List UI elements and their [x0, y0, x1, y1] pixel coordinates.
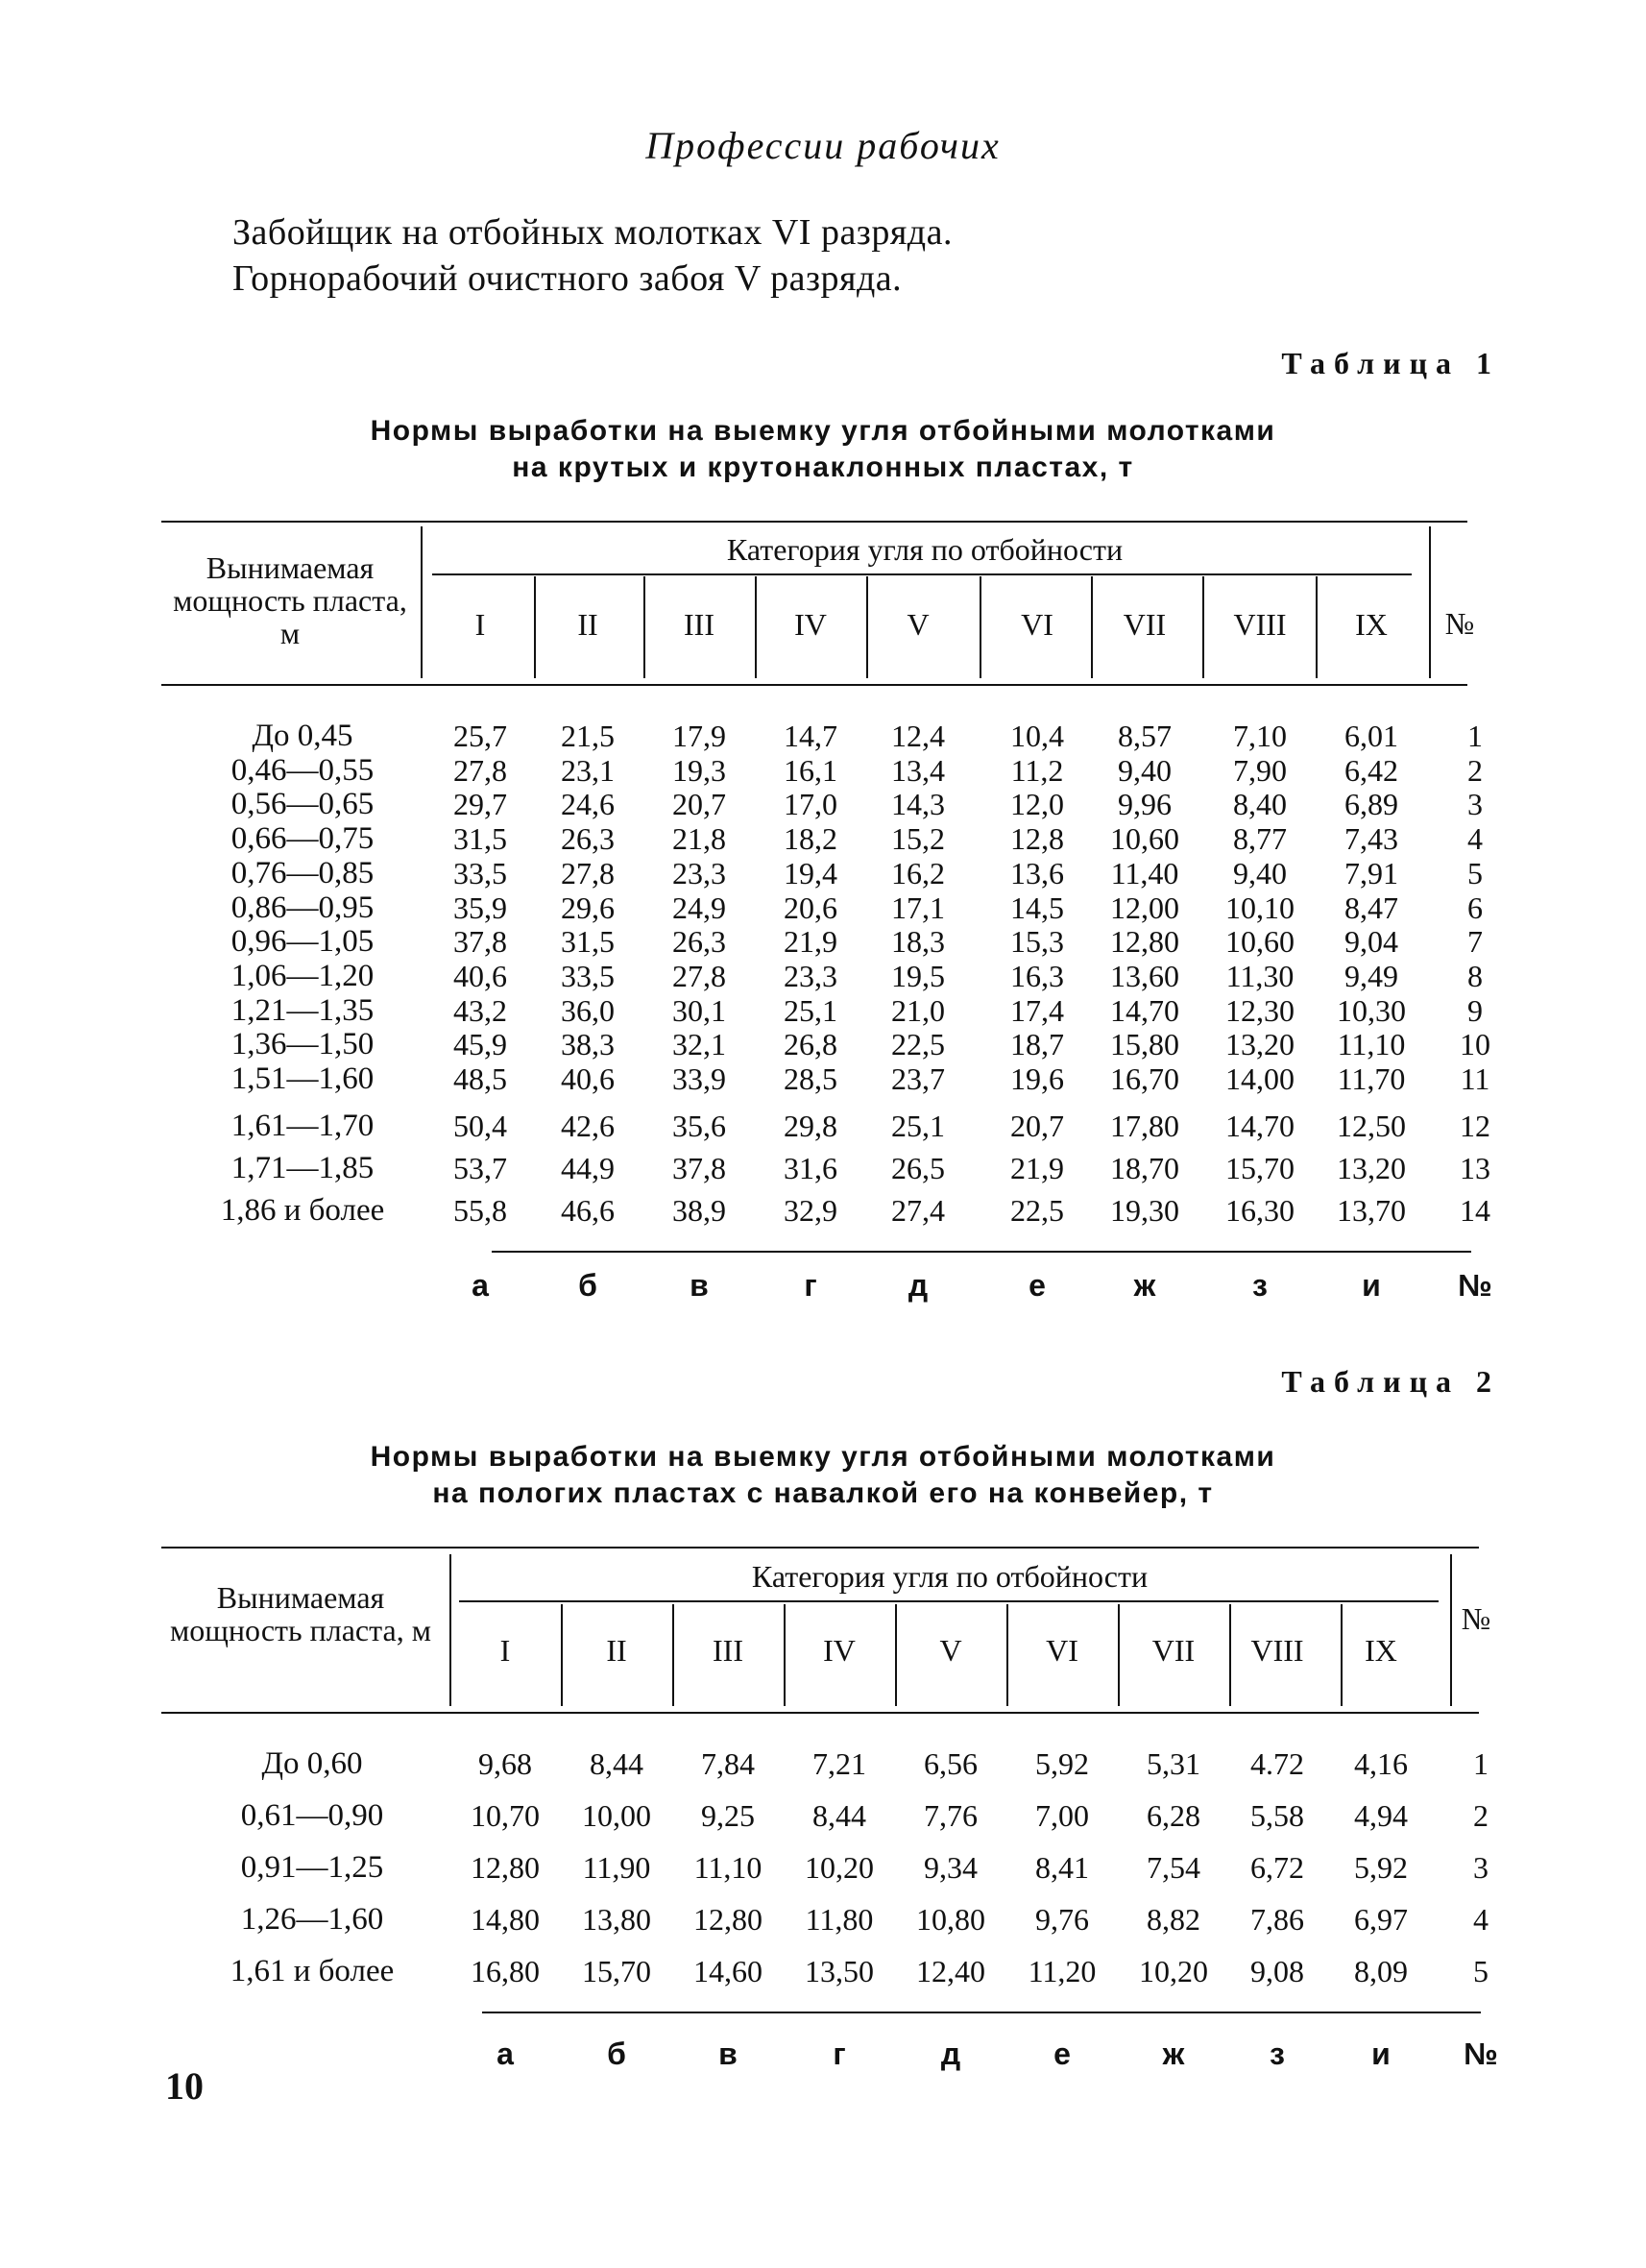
table1-cell: 7,90 [1233, 752, 1287, 788]
table1-cell: 32,1 [672, 1027, 726, 1062]
table2-cell: 14,60 [693, 1954, 762, 1988]
table1-row-no: 11 [1460, 1061, 1490, 1096]
table1-cell: 37,8 [672, 1151, 726, 1185]
table1-cell: 29,8 [784, 1109, 837, 1143]
table2-vline [895, 1604, 897, 1706]
table1-cell: 14,3 [891, 787, 945, 822]
table1-row-no: 2 [1467, 752, 1483, 788]
table2-footer-letter: и [1371, 2036, 1391, 2071]
table1-row-label: 1,06—1,20 [230, 958, 375, 993]
table2-cell: 9,34 [924, 1850, 978, 1885]
table1-row-label: 0,86—0,95 [230, 890, 375, 925]
section-heading: Профессии рабочих [645, 124, 1001, 167]
table2-category-3: III [713, 1633, 743, 1668]
table1-row-no: 6 [1467, 890, 1483, 925]
table2-bottom-rule [482, 2012, 1481, 2013]
table2-vline [784, 1604, 786, 1706]
table1-cell: 25,7 [453, 719, 507, 753]
table1-cell: 24,6 [561, 787, 615, 822]
table1-cell: 29,6 [561, 890, 615, 925]
table1-cell: 21,8 [672, 821, 726, 857]
table1-cell: 9,40 [1118, 752, 1172, 788]
table1-cell: 26,3 [672, 924, 726, 960]
table2-cell: 7,86 [1250, 1902, 1304, 1937]
table2-category-5: V [939, 1633, 962, 1668]
table1-row-label: 0,66—0,75 [230, 821, 375, 857]
table1-cell: 12,00 [1110, 890, 1179, 925]
table1-cell: 9,49 [1344, 958, 1398, 993]
table1-row-no: 12 [1460, 1109, 1490, 1143]
table2-vline [561, 1604, 563, 1706]
table1-cell: 35,9 [453, 890, 507, 925]
table2-cell: 7,54 [1147, 1850, 1200, 1885]
table2-cell: 9,25 [701, 1798, 755, 1833]
table1-cell: 23,7 [891, 1061, 945, 1096]
table1-row-no: 10 [1460, 1027, 1490, 1062]
table1-cell: 16,1 [784, 752, 837, 788]
table1-cell: 27,8 [672, 958, 726, 993]
table1-cell: 17,9 [672, 719, 726, 753]
table2-cell: 6,56 [924, 1746, 978, 1781]
table2-vline [1006, 1604, 1008, 1706]
table2-cell: 12,40 [916, 1954, 985, 1988]
table1-group-rule [432, 573, 1412, 575]
table1-category-6: VI [1021, 607, 1053, 642]
table1-cell: 10,4 [1010, 719, 1064, 753]
table1-cell: 17,1 [891, 890, 945, 925]
table2-cell: 6,72 [1250, 1850, 1304, 1885]
table1-row-no: 5 [1467, 855, 1483, 890]
table2-cell: 11,90 [582, 1850, 651, 1885]
table2-header-row-label: Вынимаемая мощность пласта, м [170, 1580, 431, 1647]
table2-cell: 6,97 [1354, 1902, 1408, 1937]
table1-row-no: 9 [1467, 992, 1483, 1028]
table1-bottom-rule [492, 1251, 1471, 1253]
table1-cell: 22,5 [1010, 1193, 1064, 1228]
table2-cell: 5,31 [1147, 1746, 1200, 1781]
table2-cell: 9,08 [1250, 1954, 1304, 1988]
table1-vline [980, 576, 981, 678]
table1-cell: 13,20 [1225, 1027, 1295, 1062]
table2-cell: 8,44 [590, 1746, 643, 1781]
table1-top-rule [161, 521, 1467, 523]
table1-cell: 20,7 [1010, 1109, 1064, 1143]
table1-cell: 11,40 [1110, 855, 1179, 890]
table1-cell: 40,6 [561, 1061, 615, 1096]
table1-row-label: 0,46—0,55 [230, 752, 375, 788]
table2-cell: 13,50 [805, 1954, 874, 1988]
table1-cell: 11,2 [1010, 752, 1064, 788]
table2-footer-letter: а [496, 2036, 514, 2071]
table1-vline [1202, 576, 1204, 678]
table1-cell: 16,3 [1010, 958, 1064, 993]
table2-cell: 16,80 [471, 1954, 540, 1988]
table1-cell: 13,6 [1010, 855, 1064, 890]
table1-cell: 13,70 [1337, 1193, 1406, 1228]
table1-cell: 12,0 [1010, 787, 1064, 822]
table1-cell: 19,4 [784, 855, 837, 890]
table1-cell: 16,30 [1225, 1193, 1295, 1228]
table2-category-6: VI [1046, 1633, 1078, 1668]
table1-cell: 19,5 [891, 958, 945, 993]
table1-vline [1429, 526, 1431, 678]
table1-category-4: IV [794, 607, 827, 642]
table1-cell: 12,30 [1225, 992, 1295, 1028]
table2-row-label: 1,26—1,60 [240, 1902, 384, 1937]
table1-cell: 15,3 [1010, 924, 1064, 960]
table1-cell: 25,1 [891, 1109, 945, 1143]
table1-cell: 38,3 [561, 1027, 615, 1062]
table1-footer-letter: г [804, 1268, 817, 1303]
table2-row-label: 1,61 и более [230, 1954, 395, 1988]
table1-cell: 13,4 [891, 752, 945, 788]
table2-cell: 10,70 [471, 1798, 540, 1833]
table1-cell: 17,4 [1010, 992, 1064, 1028]
table1-cell: 37,8 [453, 924, 507, 960]
table2-row-label: До 0,60 [261, 1746, 363, 1781]
table2-cell: 7,21 [812, 1746, 866, 1781]
table1-cell: 15,70 [1225, 1151, 1295, 1185]
table2-header-group: Категория угля по отбойности [751, 1559, 1149, 1594]
table1-cell: 14,70 [1110, 992, 1179, 1028]
table2-footer-letter: д [940, 2036, 961, 2071]
table2-cell: 9,68 [478, 1746, 532, 1781]
table1-cell: 35,6 [672, 1109, 726, 1143]
table2-cell: 12,80 [693, 1902, 762, 1937]
table2-row-no: 1 [1473, 1746, 1489, 1781]
table1-cell: 18,3 [891, 924, 945, 960]
table1-cell: 33,9 [672, 1061, 726, 1096]
table2-cell: 7,00 [1035, 1798, 1089, 1833]
table2-cell: 13,80 [582, 1902, 651, 1937]
table1-cell: 12,4 [891, 719, 945, 753]
table1-header-no: № [1444, 606, 1475, 641]
table2-category-8: VIII [1250, 1633, 1304, 1668]
table1-category-5: V [907, 607, 930, 642]
table1-cell: 11,30 [1225, 958, 1295, 993]
table1-cell: 44,9 [561, 1151, 615, 1185]
table1-row-label: 0,56—0,65 [230, 787, 375, 822]
table1-row-label: 1,61—1,70 [230, 1109, 375, 1143]
table2-footer-letter: е [1053, 2036, 1071, 2071]
table1-vline [1316, 576, 1318, 678]
table1-cell: 6,42 [1344, 752, 1398, 788]
table2-cell: 11,20 [1028, 1954, 1097, 1988]
table2-cell: 14,80 [471, 1902, 540, 1937]
table1-cell: 10,10 [1225, 890, 1295, 925]
table1-cell: 33,5 [561, 958, 615, 993]
table1-cell: 10,60 [1110, 821, 1179, 857]
table1-footer-letter: б [578, 1268, 597, 1303]
table1-title-line-2: на крутых и крутонаклонных пластах, т [512, 451, 1134, 483]
table1-row-label: 0,76—0,85 [230, 855, 375, 890]
table1-cell: 46,6 [561, 1193, 615, 1228]
table2-cell: 15,70 [582, 1954, 651, 1988]
table1-cell: 53,7 [453, 1151, 507, 1185]
table2-cell: 4,16 [1354, 1746, 1408, 1781]
table1-category-8: VIII [1233, 607, 1287, 642]
table1-cell: 20,6 [784, 890, 837, 925]
table2-cell: 7,84 [701, 1746, 755, 1781]
table2-header-rule [161, 1712, 1479, 1714]
table1-cell: 7,43 [1344, 821, 1398, 857]
table2-cell: 7,76 [924, 1798, 978, 1833]
table1-cell: 21,5 [561, 719, 615, 753]
table1-category-2: II [577, 607, 598, 642]
table1-cell: 8,57 [1118, 719, 1172, 753]
table1-cell: 11,10 [1337, 1027, 1406, 1062]
table1-cell: 18,7 [1010, 1027, 1064, 1062]
table1-category-1: I [474, 607, 486, 642]
table1-cell: 23,3 [784, 958, 837, 993]
table1-row-no: 1 [1467, 719, 1483, 753]
table2-top-rule [161, 1547, 1479, 1549]
table2-cell: 6,28 [1147, 1798, 1200, 1833]
table1-cell: 32,9 [784, 1193, 837, 1228]
table2-cell: 8,44 [812, 1798, 866, 1833]
table2-cell: 11,80 [805, 1902, 874, 1937]
table1-row-no: 14 [1460, 1193, 1490, 1228]
table2-cell: 4.72 [1250, 1746, 1304, 1781]
table2-group-rule [459, 1600, 1439, 1602]
table1-cell: 19,30 [1110, 1193, 1179, 1228]
table1-header-rule [161, 684, 1467, 686]
table1-cell: 6,89 [1344, 787, 1398, 822]
table1-footer-letter: и [1362, 1268, 1381, 1303]
table1-row-label: 1,21—1,35 [230, 992, 375, 1028]
table2-header-no: № [1461, 1601, 1491, 1636]
table2-row-label: 0,91—1,25 [240, 1850, 384, 1885]
profession-line-1: Забойщик на отбойных молотках VI разряда. [232, 212, 953, 253]
table2-cell: 12,80 [471, 1850, 540, 1885]
table2-vline [672, 1604, 674, 1706]
table2-cell: 4,94 [1354, 1798, 1408, 1833]
table2-row-label: 0,61—0,90 [240, 1798, 384, 1833]
table1-title-line-1: Нормы выработки на выемку угля отбойными молотками [370, 415, 1276, 447]
table1-cell: 26,3 [561, 821, 615, 857]
table1-cell: 11,70 [1337, 1061, 1406, 1096]
table1-footer-no: № [1458, 1268, 1492, 1303]
table2-title-line-1: Нормы выработки на выемку угля отбойными молотками [370, 1441, 1276, 1473]
table2-cell: 9,76 [1035, 1902, 1089, 1937]
table1-cell: 29,7 [453, 787, 507, 822]
table1-cell: 24,9 [672, 890, 726, 925]
table1-cell: 38,9 [672, 1193, 726, 1228]
table1-row-label: 1,71—1,85 [230, 1151, 375, 1185]
table1-cell: 13,20 [1337, 1151, 1406, 1185]
table1-vline [643, 576, 645, 678]
table1-footer-letter: д [908, 1268, 929, 1303]
table1-footer-letter: ж [1133, 1268, 1156, 1303]
table1-cell: 15,2 [891, 821, 945, 857]
table1-category-3: III [684, 607, 714, 642]
table2-footer-letter: г [833, 2036, 846, 2071]
table1-cell: 12,80 [1110, 924, 1179, 960]
table2-cell: 8,09 [1354, 1954, 1408, 1988]
table1-cell: 10,30 [1337, 992, 1406, 1028]
table2-footer-letter: з [1270, 2036, 1285, 2071]
table2-cell: 11,10 [693, 1850, 762, 1885]
table1-row-label: 1,51—1,60 [230, 1061, 375, 1096]
table2-cell: 10,20 [1139, 1954, 1208, 1988]
table1-cell: 31,6 [784, 1151, 837, 1185]
table1-cell: 31,5 [561, 924, 615, 960]
table1-cell: 19,6 [1010, 1061, 1064, 1096]
table1-cell: 17,0 [784, 787, 837, 822]
table1-cell: 27,8 [453, 752, 507, 788]
table1-cell: 8,77 [1233, 821, 1287, 857]
table1-cell: 14,70 [1225, 1109, 1295, 1143]
table1-vline [755, 576, 757, 678]
table1-cell: 12,50 [1337, 1109, 1406, 1143]
table1-row-no: 13 [1460, 1151, 1490, 1185]
table2-footer-letter: б [607, 2036, 626, 2071]
profession-line-2: Горнорабочий очистного забоя V разряда. [232, 258, 903, 299]
table1-footer-letter: в [690, 1268, 709, 1303]
table2-row-no: 4 [1473, 1902, 1489, 1937]
table1-row-no: 8 [1467, 958, 1483, 993]
table2-vline [1118, 1604, 1120, 1706]
table1-category-9: IX [1355, 607, 1388, 642]
table2-footer-letter: ж [1162, 2036, 1185, 2071]
table1-cell: 14,5 [1010, 890, 1064, 925]
table1-row-no: 4 [1467, 821, 1483, 857]
table1-row-label: 1,86 и более [220, 1193, 385, 1228]
table1-cell: 18,2 [784, 821, 837, 857]
table1-cell: 18,70 [1110, 1151, 1179, 1185]
table2-category-2: II [606, 1633, 627, 1668]
table1-cell: 21,9 [1010, 1151, 1064, 1185]
table1-cell: 28,5 [784, 1061, 837, 1096]
table1-header-group: Категория угля по отбойности [726, 532, 1124, 567]
table1-cell: 13,60 [1110, 958, 1179, 993]
table2-cell: 10,80 [916, 1902, 985, 1937]
table2-cell: 10,20 [805, 1850, 874, 1885]
table2-row-no: 5 [1473, 1954, 1489, 1988]
table2-label: Таблица 2 [1281, 1364, 1500, 1399]
table1-cell: 42,6 [561, 1109, 615, 1143]
table2-category-1: I [499, 1633, 511, 1668]
table1-row-label: 1,36—1,50 [230, 1027, 375, 1062]
table1-cell: 7,91 [1344, 855, 1398, 890]
table1-footer-letter: а [472, 1268, 489, 1303]
table1-row-label: До 0,45 [252, 719, 353, 753]
table2-cell: 5,92 [1354, 1850, 1408, 1885]
table1-cell: 26,5 [891, 1151, 945, 1185]
table1-cell: 33,5 [453, 855, 507, 890]
table1-cell: 14,00 [1225, 1061, 1295, 1096]
table1-footer-letter: е [1029, 1268, 1046, 1303]
table1-cell: 6,01 [1344, 719, 1398, 753]
table2-row-no: 2 [1473, 1798, 1489, 1833]
table1-cell: 25,1 [784, 992, 837, 1028]
table1-header-row-label: Вынимаемая мощность пласта, м [173, 550, 407, 650]
table2-cell: 8,41 [1035, 1850, 1089, 1885]
table1-cell: 9,96 [1118, 787, 1172, 822]
table1-category-7: VII [1123, 607, 1167, 642]
table1-cell: 23,3 [672, 855, 726, 890]
table1-cell: 21,0 [891, 992, 945, 1028]
table1-cell: 20,7 [672, 787, 726, 822]
table2-cell: 5,92 [1035, 1746, 1089, 1781]
table1-cell: 9,40 [1233, 855, 1287, 890]
table2-category-4: IV [823, 1633, 856, 1668]
table1-cell: 15,80 [1110, 1027, 1179, 1062]
table1-cell: 16,2 [891, 855, 945, 890]
table1-cell: 10,60 [1225, 924, 1295, 960]
table1-footer-letter: з [1252, 1268, 1268, 1303]
table2-cell: 8,82 [1147, 1902, 1200, 1937]
table1-cell: 14,7 [784, 719, 837, 753]
table1-cell: 22,5 [891, 1027, 945, 1062]
table1-cell: 16,70 [1110, 1061, 1179, 1096]
table1-cell: 19,3 [672, 752, 726, 788]
table1-cell: 27,4 [891, 1193, 945, 1228]
table1-label: Таблица 1 [1281, 346, 1500, 380]
table1-cell: 7,10 [1233, 719, 1287, 753]
table1-cell: 26,8 [784, 1027, 837, 1062]
table1-cell: 40,6 [453, 958, 507, 993]
table1-cell: 45,9 [453, 1027, 507, 1062]
table1-cell: 9,04 [1344, 924, 1398, 960]
page-number: 10 [165, 2064, 204, 2108]
table1-cell: 50,4 [453, 1109, 507, 1143]
table1-cell: 8,47 [1344, 890, 1398, 925]
table1-row-label: 0,96—1,05 [230, 924, 375, 960]
table1-cell: 23,1 [561, 752, 615, 788]
table2-title-line-2: на пологих пластах с навалкой его на конвейер, т [432, 1477, 1214, 1509]
table2-footer-letter: в [718, 2036, 738, 2071]
table1-row-no: 3 [1467, 787, 1483, 822]
table1-cell: 8,40 [1233, 787, 1287, 822]
table2-cell: 10,00 [582, 1798, 651, 1833]
table1-cell: 30,1 [672, 992, 726, 1028]
table2-footer-no: № [1464, 2036, 1498, 2071]
table2-category-9: IX [1365, 1633, 1397, 1668]
table2-category-7: VII [1151, 1633, 1196, 1668]
table1-cell: 27,8 [561, 855, 615, 890]
table1-row-no: 7 [1467, 924, 1483, 960]
table1-cell: 36,0 [561, 992, 615, 1028]
table1-cell: 48,5 [453, 1061, 507, 1096]
table1-cell: 55,8 [453, 1193, 507, 1228]
table1-cell: 43,2 [453, 992, 507, 1028]
table1-cell: 17,80 [1110, 1109, 1179, 1143]
table2-row-no: 3 [1473, 1850, 1489, 1885]
table1-cell: 31,5 [453, 821, 507, 857]
table1-cell: 21,9 [784, 924, 837, 960]
table1-cell: 12,8 [1010, 821, 1064, 857]
table2-cell: 5,58 [1250, 1798, 1304, 1833]
